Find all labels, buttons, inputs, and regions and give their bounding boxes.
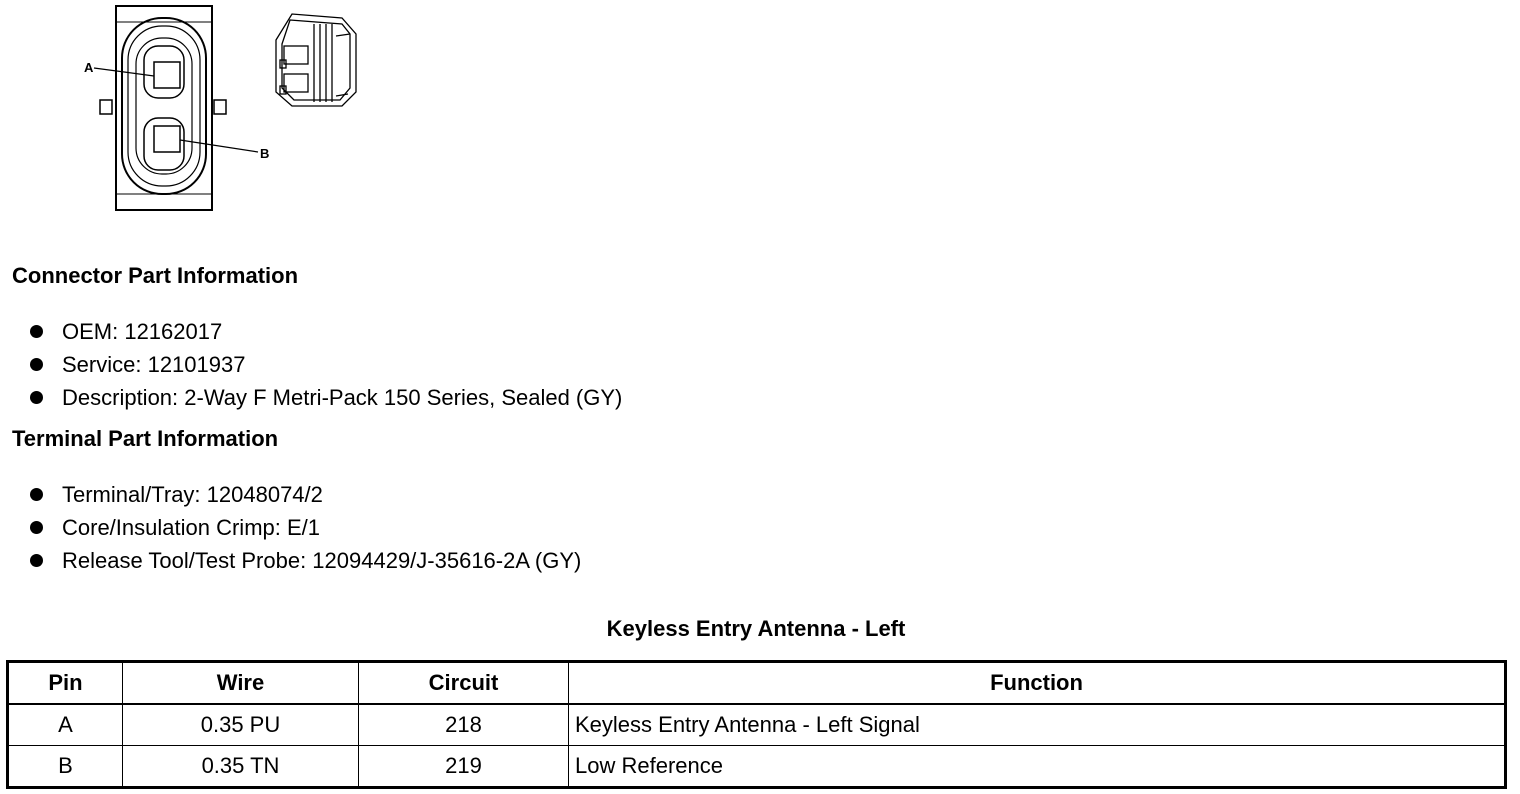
bullet-icon xyxy=(30,325,43,338)
list-item xyxy=(30,511,581,544)
pin-b-callout: B xyxy=(260,146,270,161)
bullet-icon xyxy=(30,554,43,567)
bullet-icon xyxy=(30,358,43,371)
bullet-icon xyxy=(30,521,43,534)
table-header-row xyxy=(8,662,1506,705)
connector-info-list xyxy=(30,315,622,414)
cell-pin: A xyxy=(8,704,123,746)
header-function: Function xyxy=(569,662,1506,705)
cell-pin: B xyxy=(8,746,123,788)
header-circuit: Circuit xyxy=(359,662,569,705)
description-text: Description: 2-Way F Metri-Pack 150 Series, Sealed (GY) xyxy=(62,385,623,410)
connector-iso-icon xyxy=(276,14,356,106)
header-pin: Pin xyxy=(8,662,123,705)
list-item xyxy=(30,348,622,381)
terminal-info-heading: Terminal Part Information xyxy=(12,426,279,451)
connector-face-drawing xyxy=(80,0,380,220)
cell-circuit: 219 xyxy=(359,746,569,788)
bullet-icon xyxy=(30,391,43,404)
list-item xyxy=(30,478,581,511)
list-item xyxy=(30,544,581,577)
service-text: Service: 12101937 xyxy=(62,352,246,377)
bullet-icon xyxy=(30,488,43,501)
connector-info-heading: Connector Part Information xyxy=(12,263,299,288)
cell-function: Keyless Entry Antenna - Left Signal xyxy=(569,704,1506,746)
connector-diagram xyxy=(80,0,380,220)
cell-circuit: 218 xyxy=(359,704,569,746)
table-row xyxy=(8,746,1506,788)
cell-wire: 0.35 PU xyxy=(123,704,359,746)
terminal-tray-text: Terminal/Tray: 12048074/2 xyxy=(62,482,323,507)
oem-text: OEM: 12162017 xyxy=(62,319,223,344)
list-item xyxy=(30,315,622,348)
table-row xyxy=(8,704,1506,746)
header-wire: Wire xyxy=(123,662,359,705)
table-title: Keyless Entry Antenna - Left xyxy=(606,616,906,641)
list-item xyxy=(30,381,622,414)
release-tool-text: Release Tool/Test Probe: 12094429/J-35616-2A (GY) xyxy=(62,548,582,573)
cell-function: Low Reference xyxy=(569,746,1506,788)
pin-a-callout: A xyxy=(84,60,94,75)
pin-table xyxy=(6,660,1507,789)
cell-wire: 0.35 TN xyxy=(123,746,359,788)
crimp-text: Core/Insulation Crimp: E/1 xyxy=(62,515,320,540)
terminal-info-list xyxy=(30,478,581,577)
